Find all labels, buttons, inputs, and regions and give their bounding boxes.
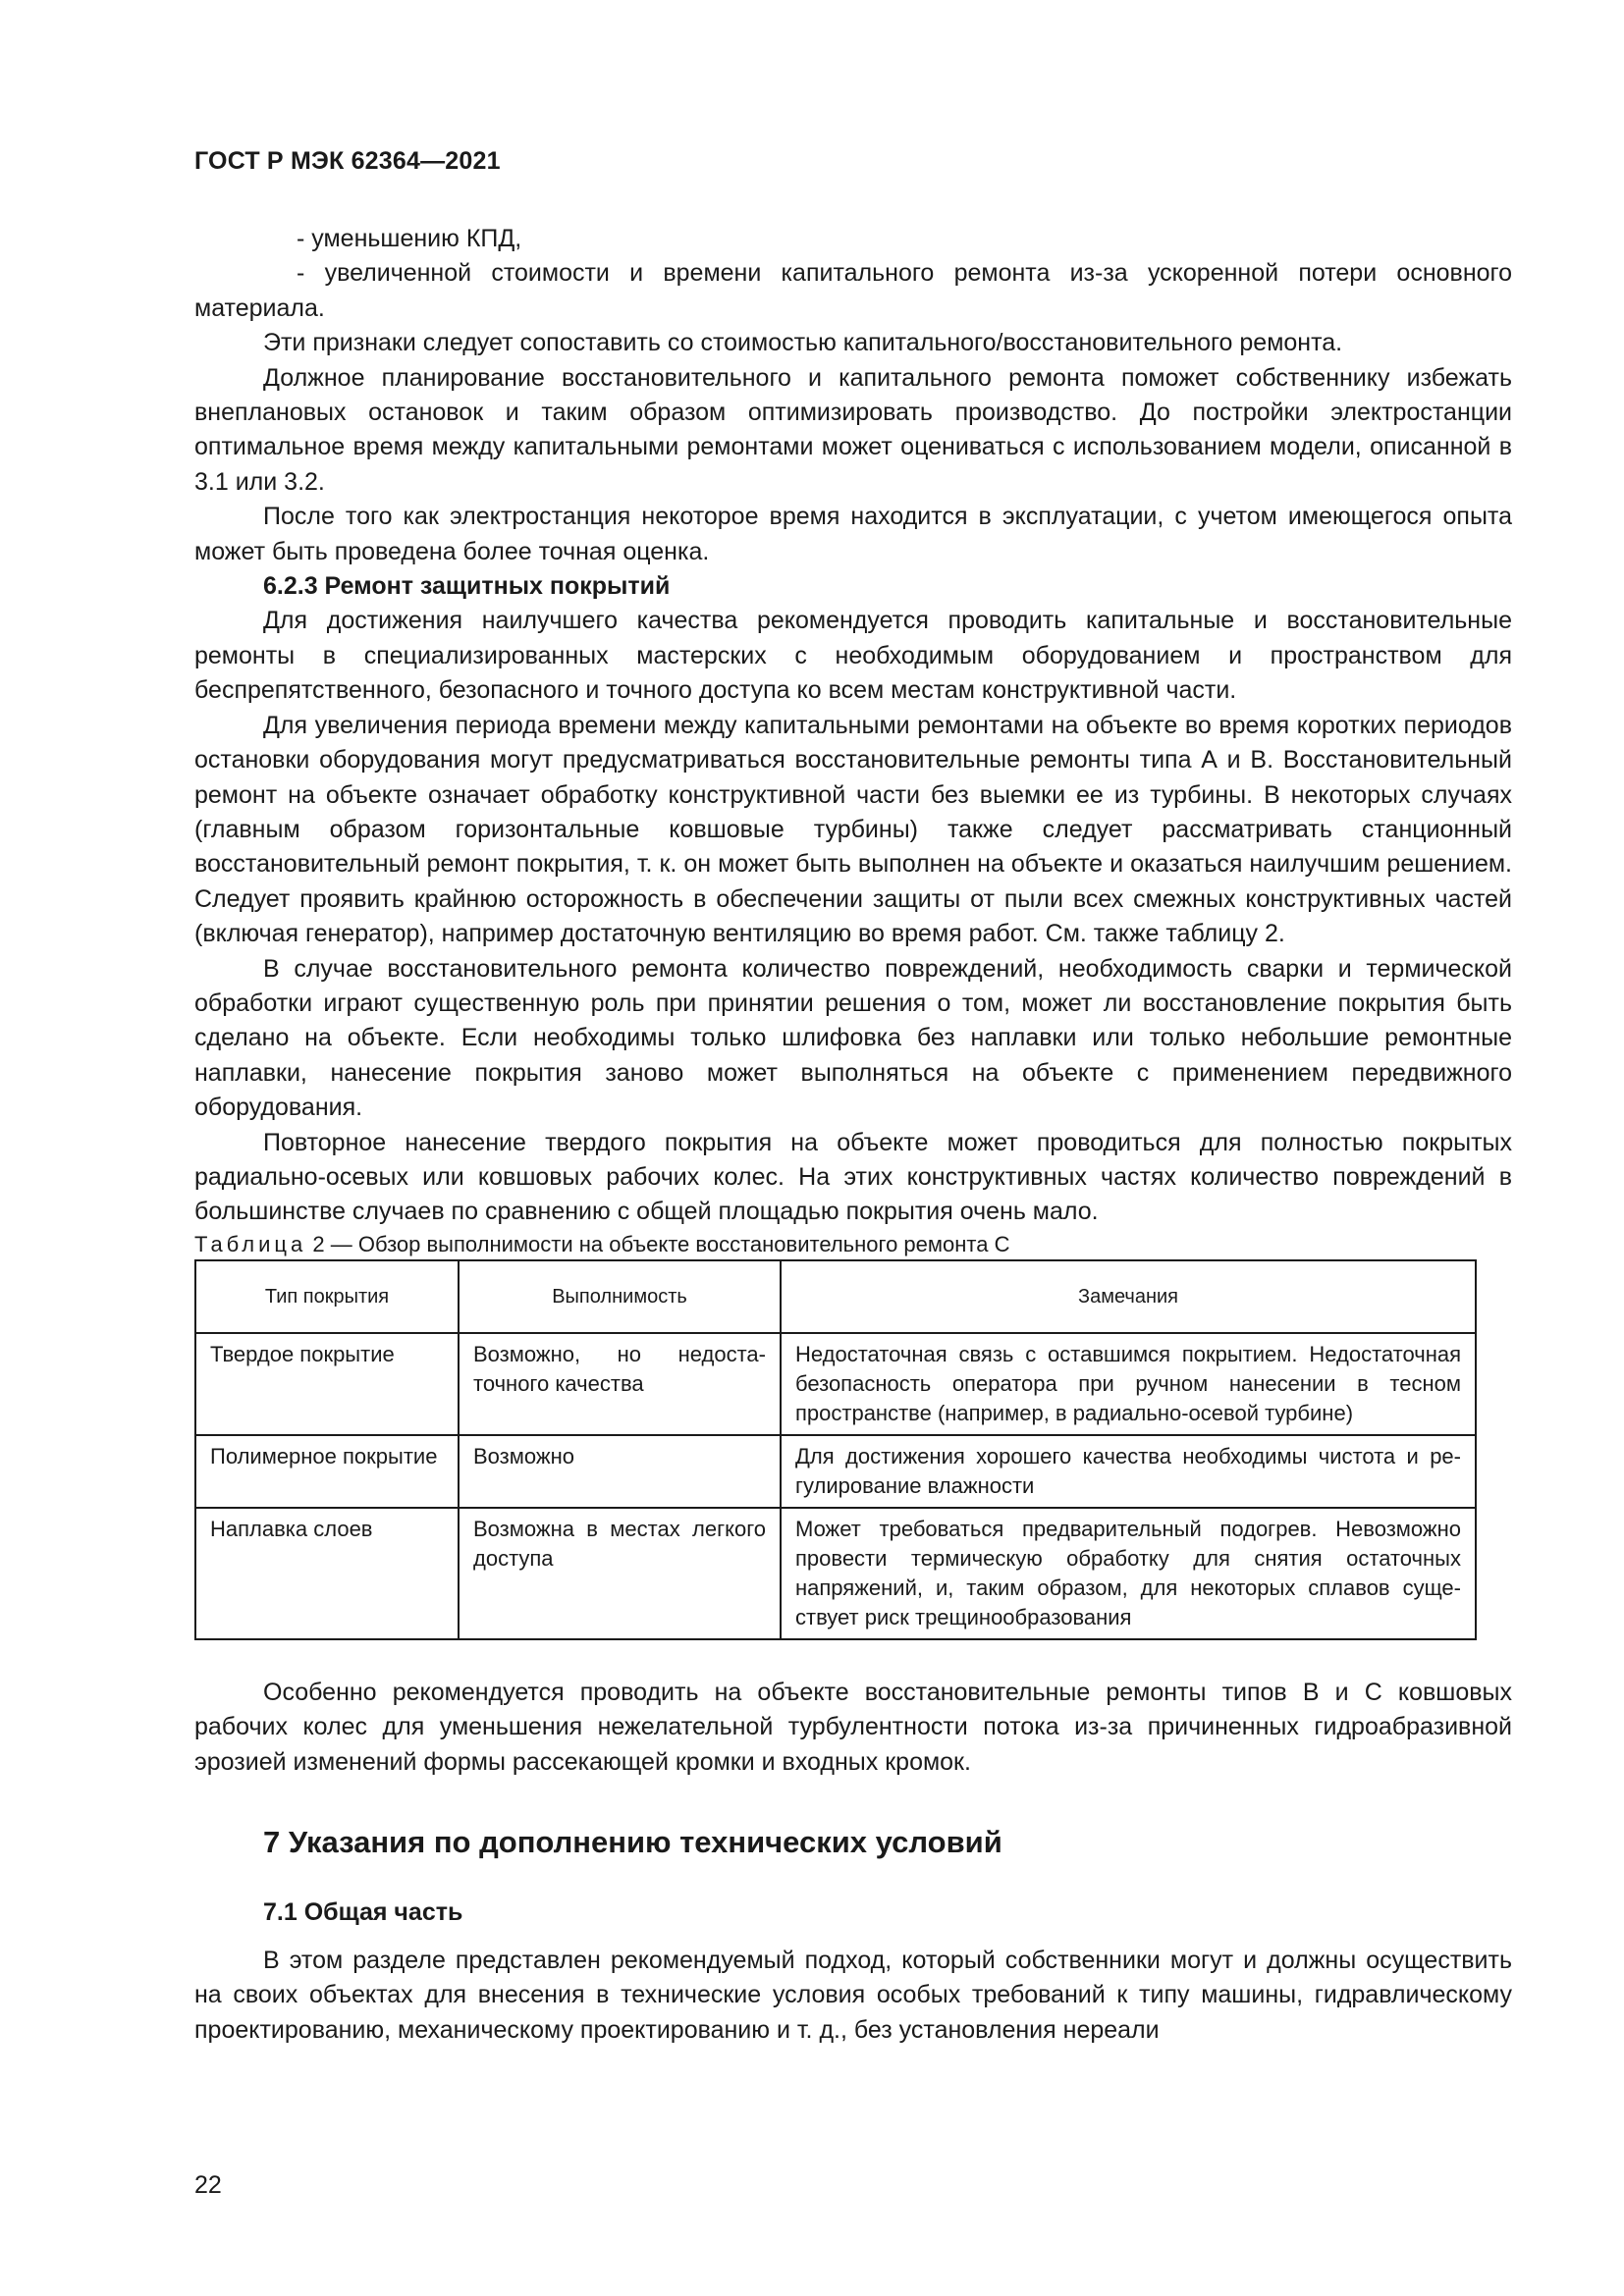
bullet-item: - уменьшению КПД, [297,225,522,252]
paragraph: Повторное нанесение твердого покрытия на объекте может проводиться для полностью покрытых радиально-осевых или ковшовых рабочих колес. На этих конструктивных частях количество повреждений в большинстве случаев по сравнению с общей площадью покрытия очень мало. [194,1128,1512,1226]
table-cell: Твердое покрытие [195,1333,459,1435]
document-page [194,0,1512,2296]
table-row [195,1508,1476,1639]
column-header: Тип покрытия [195,1260,459,1333]
table-cell: Возможно, но недостаточного качества [459,1333,781,1435]
subsection-heading: 7.1 Общая часть [263,1898,463,1926]
paragraph: Для увеличения периода времени между капитальными ремонтами на объекте во время коротких периодов остановки оборудования могут предусматриваться восстановительные ремонты типа А и В. Восстановительный ремонт на объекте означает обработку конструктивной части без выемки ее из турбины. В некоторых случаях (главным образом горизонтальные ковшовые турбины) также следует рассматривать станционный восстановительный ремонт покрытия, т. к. он может быть выполнен на объекте и оказаться наилучшим решением. Следует проявить крайнюю осторожность в обеспечении защиты от пыли всех смежных конструктивных частей (включая генератор), например достаточную вентиляцию во время работ. См. также таблицу 2. [194,711,1512,948]
table-cell: Возможна в местах легкого доступа [459,1508,781,1639]
column-header: Выполнимость [459,1260,781,1333]
table-caption-text: 2 — Обзор выполнимости на объекте восстановительного ремонта С [306,1231,1010,1256]
subsection-heading: 6.2.3 Ремонт защитных покрытий [263,572,671,601]
document-body [194,222,1512,2048]
table-cell: Полимерное покрытие [195,1435,459,1508]
table-row [195,1333,1476,1435]
table-caption [194,1230,1512,1259]
document-header: ГОСТ Р МЭК 62364—2021 [194,147,501,175]
page-number: 22 [194,2171,222,2199]
paragraph: Эти признаки следует сопоставить со стоимостью капитального/восстановительного ремонта. [263,329,1343,357]
table-cell: Наплавка слоев [195,1508,459,1639]
paragraph: В случае восстановительного ремонта количество повреждений, необходимость сварки и термической обработки играют существенную роль при принятии решения о том, может ли восстановление покрытия быть сделано на объекте. Если необходимы только шлифовка без наплавки или только небольшие ремонтные наплавки, нанесение покрытия заново может выполняться на объекте с применением передвижного оборудования. [194,954,1512,1122]
table-row [195,1435,1476,1508]
table-cell: Недостаточная связь с оставшимся покрытием. Недостаточная безопасность оператора при ручном нанесении в тесном пространстве (например, в радиально-осевой турбине) [781,1333,1476,1435]
bullet-item: - увеличенной стоимости и времени капитального ремонта из-за ускоренной потери основного материала. [194,259,1512,322]
feasibility-table [194,1259,1477,1640]
table-cell: Для достижения хорошего качества необходимы чистота и регулирование влажности [781,1435,1476,1508]
table-header-row [195,1260,1476,1333]
table-caption-word: Таблица [194,1231,307,1256]
paragraph: В этом разделе представлен рекомендуемый подход, который собственники могут и должны осуществить на своих объектах для внесения в технические условия особых требований к типу машины, гидравлическому проектированию, механическому проектированию и т. д., без установления нереали [194,1947,1512,2044]
column-header: Замечания [781,1260,1476,1333]
paragraph: Для достижения наилучшего качества рекомендуется проводить капитальные и восстановительные ремонты в специализированных мастерских с необходимым оборудованием и пространством для беспрепятственного, безопасного и точного доступа ко всем местам конструктивной части. [194,607,1512,705]
table-cell: Возможно [459,1435,781,1508]
section-heading: 7 Указания по дополнению технических условий [263,1825,1002,1859]
paragraph: После того как электростанция некоторое время находится в эксплуатации, с учетом имеющегося опыта может быть проведена более точная оценка. [194,503,1512,565]
paragraph: Должное планирование восстановительного и капитального ремонта поможет собственнику избежать внеплановых остановок и таким образом оптимизировать производство. До постройки электростанции оптимальное время между капитальными ремонтами может оцениваться с использованием модели, описанной в 3.1 или 3.2. [194,363,1512,496]
paragraph: Особенно рекомендуется проводить на объекте восстановительные ремонты типов В и С ковшовых рабочих колес для уменьшения нежелательной турбулентности потока из-за причиненных гидроабразивной эрозией изменений формы рассекающей кромки и входных кромок. [194,1678,1512,1776]
table-cell: Может требоваться предварительный подогрев. Невозможно провести термическую обработку для снятия остаточных напряжений, и, таким образом, для некоторых сплавов существует риск трещинообразования [781,1508,1476,1639]
